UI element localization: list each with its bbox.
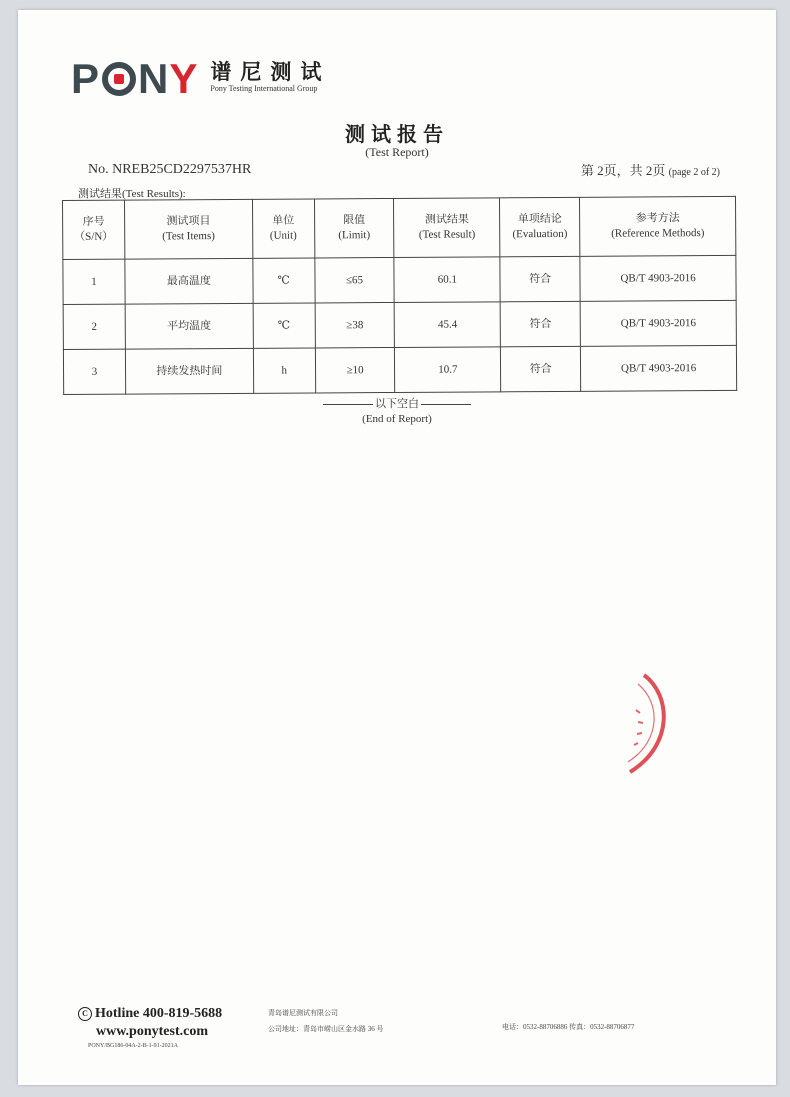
cell-result: 45.4 <box>395 302 501 348</box>
seal-stamp-icon <box>616 670 676 780</box>
header-sn: 序号 （S/N） <box>63 200 125 259</box>
phone-circle-icon: C <box>78 1007 92 1021</box>
pony-logo-mark: P N Y <box>71 55 199 102</box>
header-unit: 单位 (Unit) <box>252 199 314 258</box>
table-row <box>63 255 736 304</box>
cell-result: 60.1 <box>394 257 500 303</box>
page-indicator-en: (page 2 of 2) <box>668 167 720 178</box>
header-reference-methods: 参考方法 (Reference Methods) <box>580 196 736 256</box>
cell-limit: ≥10 <box>315 347 395 392</box>
end-of-report-cn: 以下空白 <box>18 395 776 411</box>
brand-name-en: Pony Testing International Group <box>210 84 318 93</box>
cell-method: QB/T 4903-2016 <box>581 345 737 391</box>
cell-item: 最高温度 <box>125 258 253 304</box>
table-header-row <box>63 196 736 259</box>
results-table <box>62 196 737 395</box>
company-logo <box>71 55 331 102</box>
footer-address: 公司地址：青岛市崂山区金水路 36 号 <box>268 1025 384 1033</box>
report-title-en: (Test Report) <box>365 145 429 159</box>
cell-evaluation: 符合 <box>501 346 581 391</box>
cell-method: QB/T 4903-2016 <box>580 255 736 301</box>
cell-item: 持续发热时间 <box>125 348 253 394</box>
cell-unit: ℃ <box>253 303 315 348</box>
footer-company-name: 青岛谱尼测试有限公司 <box>268 1009 338 1017</box>
cell-unit: ℃ <box>253 258 315 303</box>
cell-sn: 1 <box>63 259 125 304</box>
cell-method: QB/T 4903-2016 <box>580 300 736 346</box>
end-of-report-en: (End of Report) <box>362 413 432 425</box>
table-row <box>63 300 736 349</box>
footer-phone-fax: 电话：0532-88706886 传真：0532-88706877 <box>502 1023 635 1031</box>
cell-limit: ≥38 <box>315 302 395 347</box>
cell-evaluation: 符合 <box>500 256 580 301</box>
cell-result: 10.7 <box>395 347 501 393</box>
footer-hotline: C Hotline 400-819-5688 <box>78 1006 222 1022</box>
page-indicator <box>581 160 720 179</box>
cell-unit: h <box>253 348 315 393</box>
cell-limit: ≤65 <box>314 257 394 302</box>
header-test-items: 测试项目 (Test Items) <box>124 199 252 259</box>
cell-evaluation: 符合 <box>500 301 580 346</box>
report-page <box>18 10 776 1085</box>
cell-item: 平均温度 <box>125 303 253 349</box>
report-number: No. NREB25CD2297537HR <box>88 162 252 177</box>
footer-website: www.ponytest.com <box>96 1024 208 1039</box>
report-title-cn: 测试报告 <box>345 122 449 146</box>
page-indicator-cn: 第 2页，共 2页 <box>580 163 666 178</box>
brand-name-cn: 谱尼测试 <box>210 60 331 84</box>
footer-document-code: PONY/BG186-04A-2-B-1-91-2021A <box>88 1043 178 1049</box>
results-label: 测试结果(Test Results): <box>78 188 186 200</box>
cell-sn: 2 <box>63 304 125 349</box>
header-limit: 限值 (Limit) <box>314 198 394 257</box>
header-evaluation: 单项结论 (Evaluation) <box>500 197 580 256</box>
cell-sn: 3 <box>63 349 125 394</box>
table-row <box>63 345 736 394</box>
header-test-result: 测试结果 (Test Result) <box>394 198 500 258</box>
